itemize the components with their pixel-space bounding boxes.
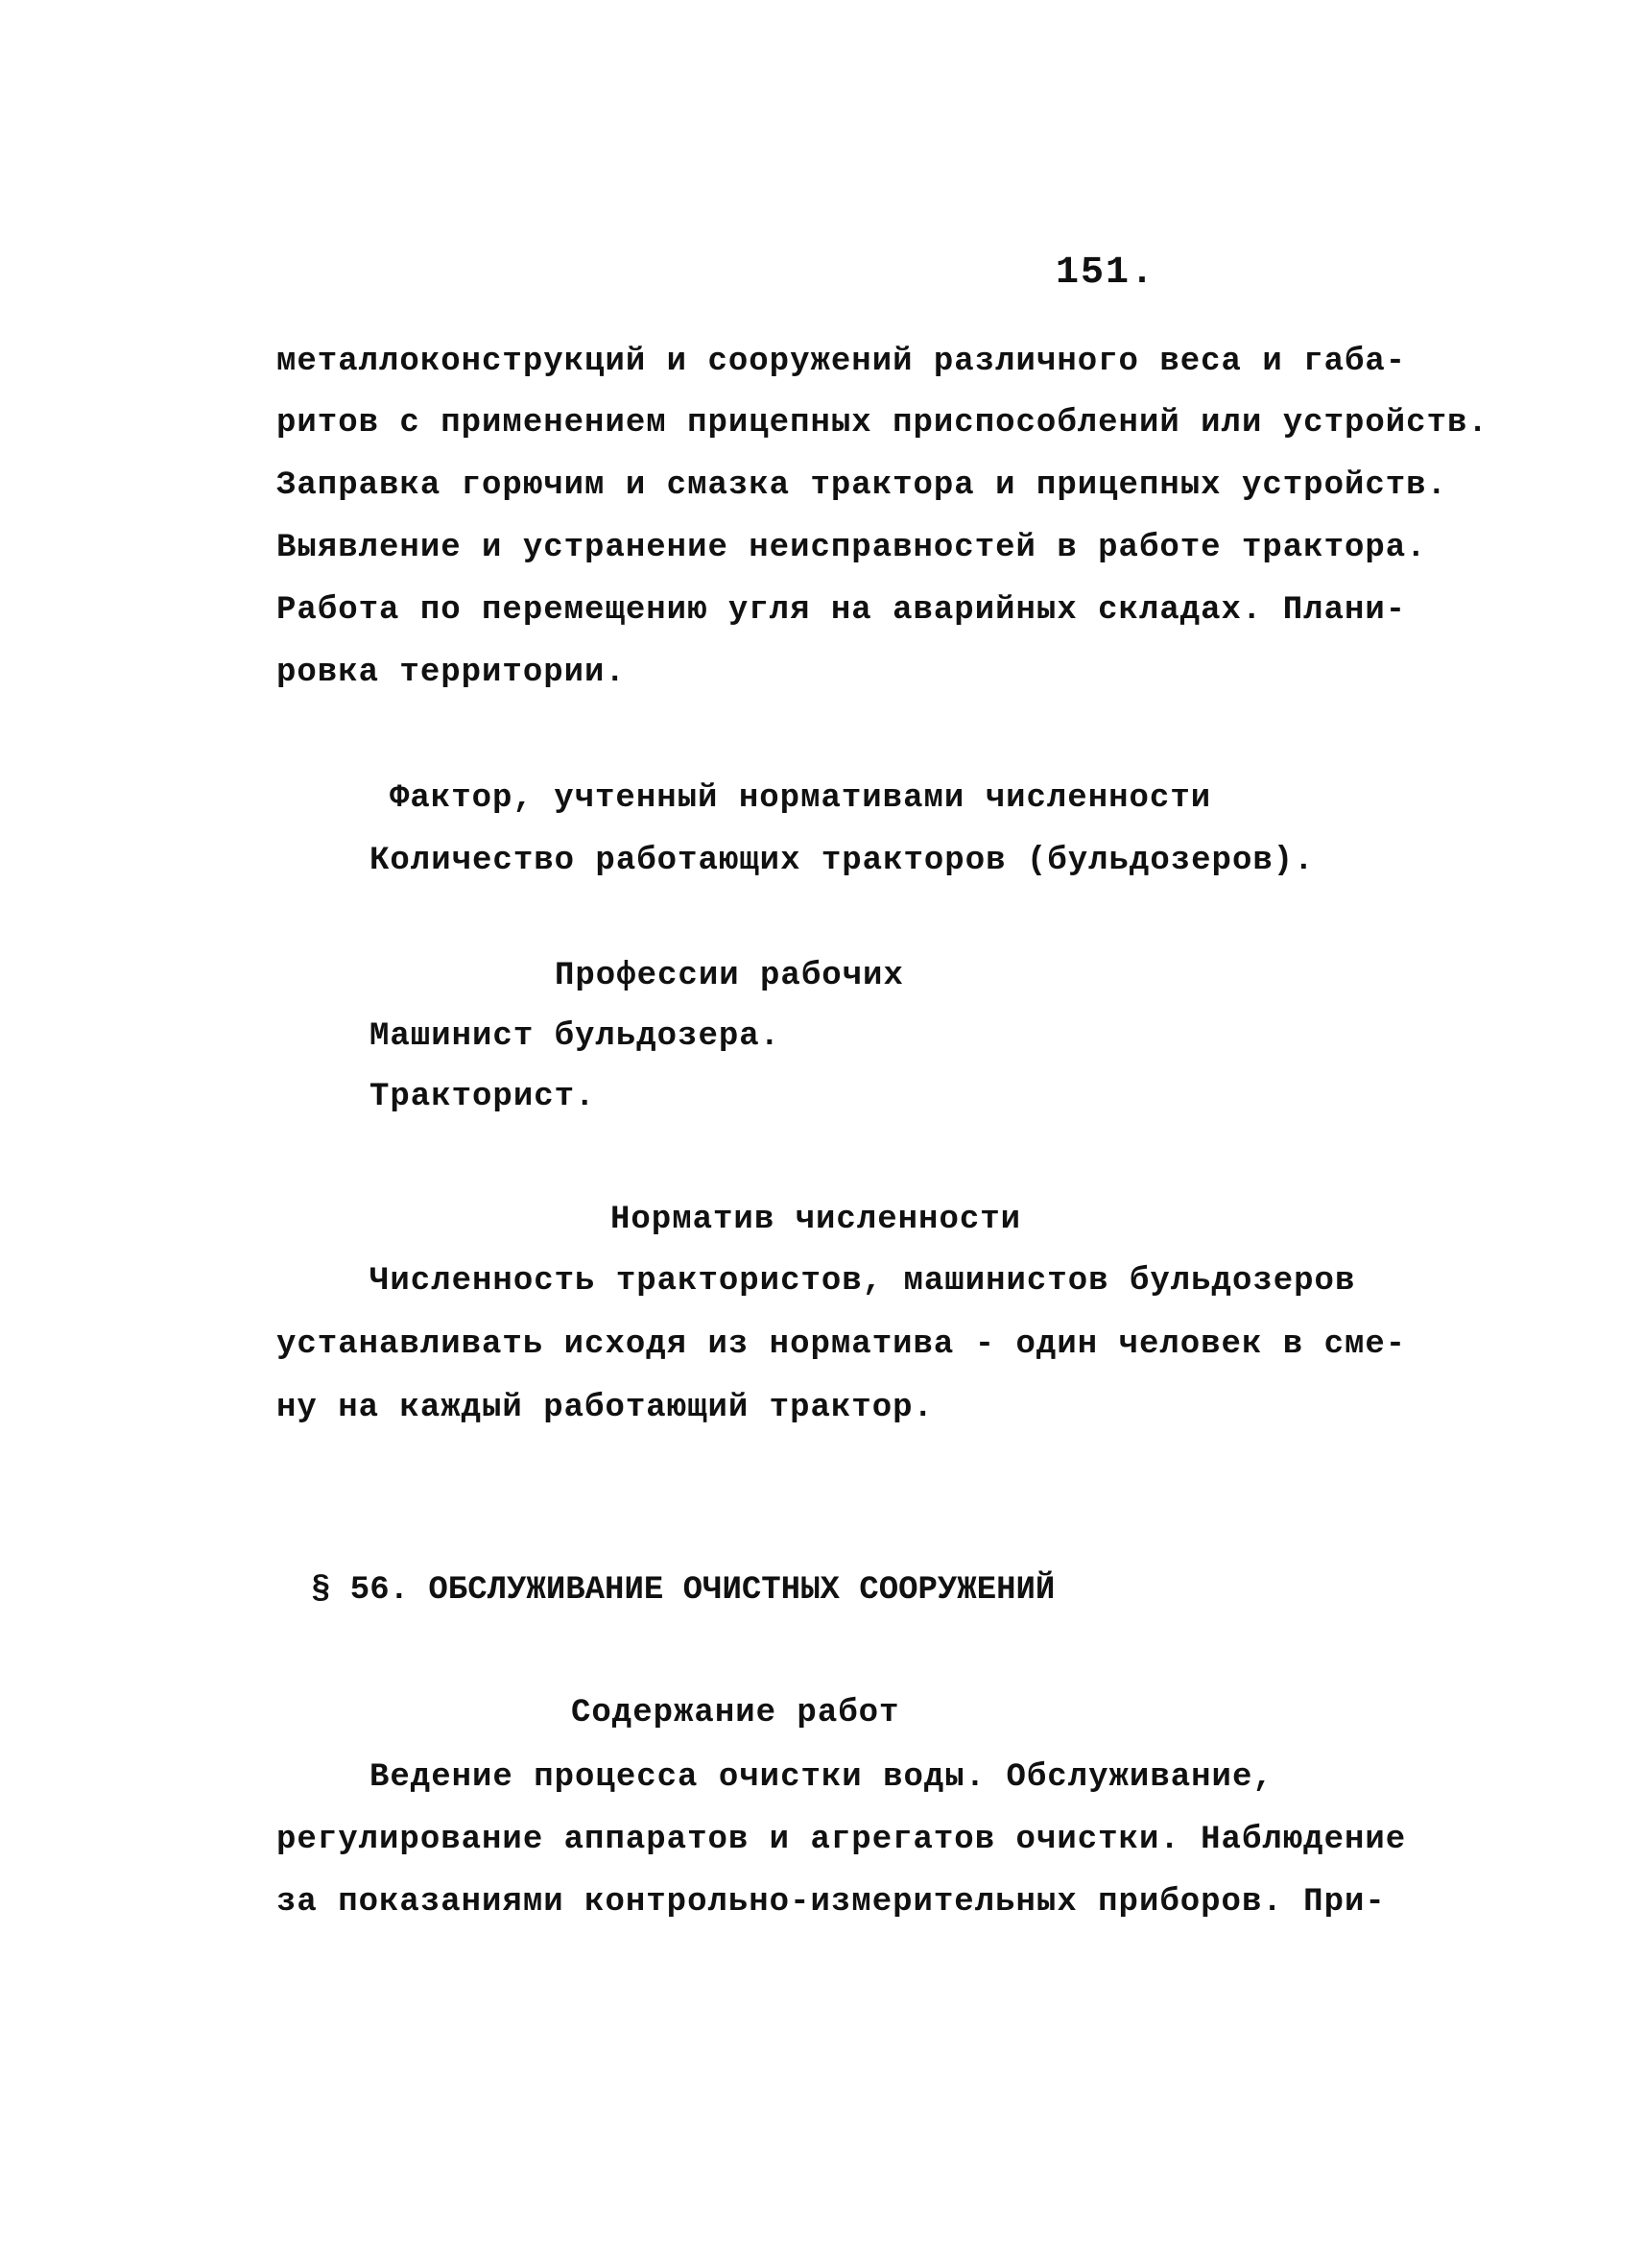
paragraph-1-line-1: металлоконструкций и сооружений различного веса и габа- (276, 344, 1407, 380)
paragraph-1-line-2: ритов с применением прицепных приспособлений или устройств. (276, 405, 1488, 442)
factor-text: Количество работающих тракторов (бульдозеров). (369, 843, 1315, 879)
page-number: 151. (1056, 251, 1156, 295)
norm-line-3: ну на каждый работающий трактор. (276, 1390, 934, 1426)
content-heading: Содержание работ (571, 1695, 900, 1731)
paragraph-1-line-6: ровка территории. (276, 655, 626, 691)
section-line-1: Ведение процесса очистки воды. Обслуживание, (369, 1759, 1274, 1796)
profession-item: Машинист бульдозера. (369, 1018, 781, 1055)
section-line-3: за показаниями контрольно-измерительных приборов. При- (276, 1884, 1386, 1921)
paragraph-1-line-4: Выявление и устранение неисправностей в работе трактора. (276, 530, 1427, 566)
paragraph-1-line-5: Работа по перемещению угля на аварийных складах. Плани- (276, 592, 1407, 629)
paragraph-1-line-3: Заправка горючим и смазка трактора и прицепных устройств. (276, 467, 1447, 504)
professions-heading: Профессии рабочих (555, 958, 904, 994)
norm-heading: Норматив численности (610, 1202, 1022, 1238)
norm-line-2: устанавливать исходя из норматива - один человек в сме- (276, 1326, 1407, 1363)
norm-line-1: Численность трактористов, машинистов бульдозеров (369, 1263, 1356, 1300)
section-title: § 56. ОБСЛУЖИВАНИЕ ОЧИСТНЫХ СООРУЖЕНИЙ (311, 1572, 1056, 1609)
profession-item: Тракторист. (369, 1079, 596, 1115)
factor-heading: Фактор, учтенный нормативами численности (390, 780, 1212, 817)
section-line-2: регулирование аппаратов и агрегатов очистки. Наблюдение (276, 1822, 1407, 1858)
